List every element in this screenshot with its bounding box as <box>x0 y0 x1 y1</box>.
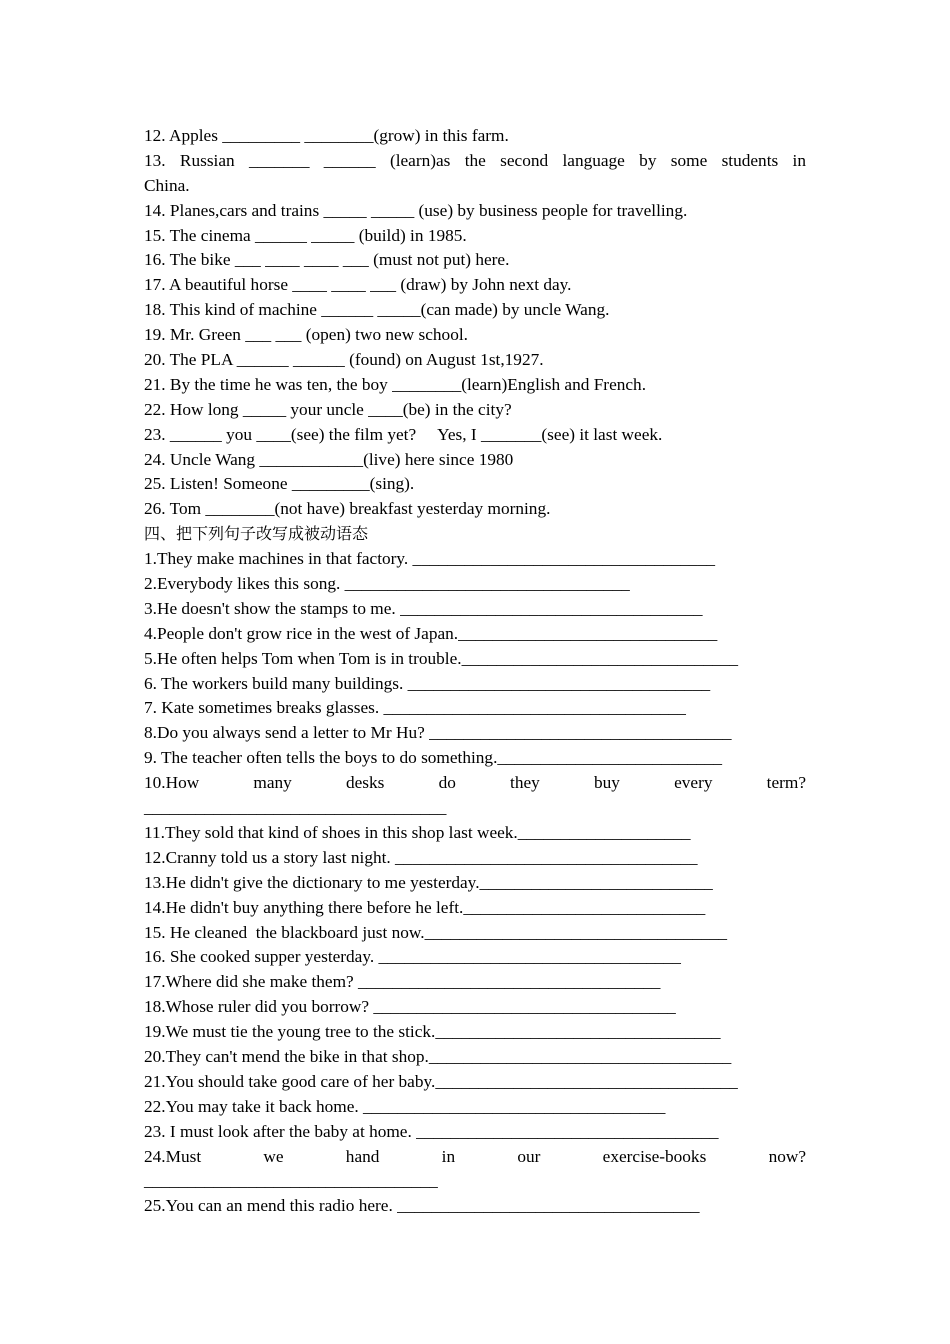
sentence-16: 16. She cooked supper yesterday. ___________________________________ <box>144 947 681 967</box>
sentence-19: 19.We must tie the young tree to the stick._________________________________ <box>144 1022 721 1042</box>
question-20: 20. The PLA ______ ______ (found) on August 1st,1927. <box>144 350 544 370</box>
sentence-20: 20.They can't mend the bike in that shop.___________________________________ <box>144 1046 732 1066</box>
sentence-1: 1.They make machines in that factory. ___________________________________ <box>144 549 715 569</box>
sentence-14: 14.He didn't buy anything there before he left.____________________________ <box>144 897 706 917</box>
question-15: 15. The cinema ______ _____ (build) in 1985. <box>144 225 467 245</box>
question-13-line2: China. <box>144 175 190 195</box>
section-heading-passive-voice: 四、把下列句子改写成被动语态 <box>144 524 369 544</box>
sentence-12: 12.Cranny told us a story last night. ___________________________________ <box>144 847 698 867</box>
question-16: 16. The bike ___ ____ ____ ___ (must not put) here. <box>144 250 510 270</box>
question-21: 21. By the time he was ten, the boy ________(learn)English and French. <box>144 374 647 394</box>
sentence-2: 2.Everybody likes this song. _________________________________ <box>144 574 630 594</box>
sentence-8: 8.Do you always send a letter to Mr Hu? ___________________________________ <box>144 723 732 743</box>
sentence-4: 4.People don't grow rice in the west of Japan.______________________________ <box>144 623 718 643</box>
sentence-24-line1: 24.Must we hand in our exercise-books now? <box>144 1146 806 1166</box>
sentence-17: 17.Where did she make them? ___________________________________ <box>144 972 661 992</box>
question-25: 25. Listen! Someone _________(sing). <box>144 474 415 494</box>
sentence-10-answer-line: ___________________________________ <box>144 798 447 818</box>
question-22: 22. How long _____ your uncle ____(be) in the city? <box>144 399 512 419</box>
sentence-3: 3.He doesn't show the stamps to me. ___________________________________ <box>144 598 703 618</box>
sentence-25: 25.You can an mend this radio here. ___________________________________ <box>144 1196 700 1216</box>
question-24: 24. Uncle Wang ____________(live) here since 1980 <box>144 449 514 469</box>
sentence-15: 15. He cleaned the blackboard just now.___________________________________ <box>144 922 727 942</box>
sentence-21: 21.You should take good care of her baby.___________________________________ <box>144 1071 738 1091</box>
question-26: 26. Tom ________(not have) breakfast yesterday morning. <box>144 499 551 519</box>
sentence-24-answer-line: __________________________________ <box>144 1171 438 1191</box>
question-12: 12. Apples _________ ________(grow) in this farm. <box>144 126 509 145</box>
sentence-22: 22.You may take it back home. ___________________________________ <box>144 1096 666 1116</box>
question-14: 14. Planes,cars and trains _____ _____ (use) by business people for travelling. <box>144 200 688 220</box>
question-17: 17. A beautiful horse ____ ____ ___ (draw) by John next day. <box>144 275 572 295</box>
sentence-10-line1: 10.How many desks do they buy every term? <box>144 773 806 793</box>
sentence-5: 5.He often helps Tom when Tom is in trouble.________________________________ <box>144 648 739 668</box>
question-18: 18. This kind of machine ______ _____(can made) by uncle Wang. <box>144 300 610 320</box>
sentence-11: 11.They sold that kind of shoes in this shop last week.____________________ <box>144 822 691 842</box>
sentence-7: 7. Kate sometimes breaks glasses. ___________________________________ <box>144 698 686 718</box>
question-23: 23. ______ you ____(see) the film yet? Yes, I _______(see) it last week. <box>144 424 663 444</box>
sentence-23: 23. I must look after the baby at home. ___________________________________ <box>144 1121 719 1141</box>
sentence-9: 9. The teacher often tells the boys to do something.__________________________ <box>144 748 723 768</box>
question-13-line1: 13. Russian _______ ______ (learn)as the second language by some students in <box>144 150 806 170</box>
sentence-18: 18.Whose ruler did you borrow? ___________________________________ <box>144 997 676 1017</box>
worksheet-page <box>144 124 806 1219</box>
sentence-13: 13.He didn't give the dictionary to me yesterday.___________________________ <box>144 872 713 892</box>
sentence-6: 6. The workers build many buildings. ___________________________________ <box>144 673 711 693</box>
question-19: 19. Mr. Green ___ ___ (open) two new school. <box>144 325 468 345</box>
